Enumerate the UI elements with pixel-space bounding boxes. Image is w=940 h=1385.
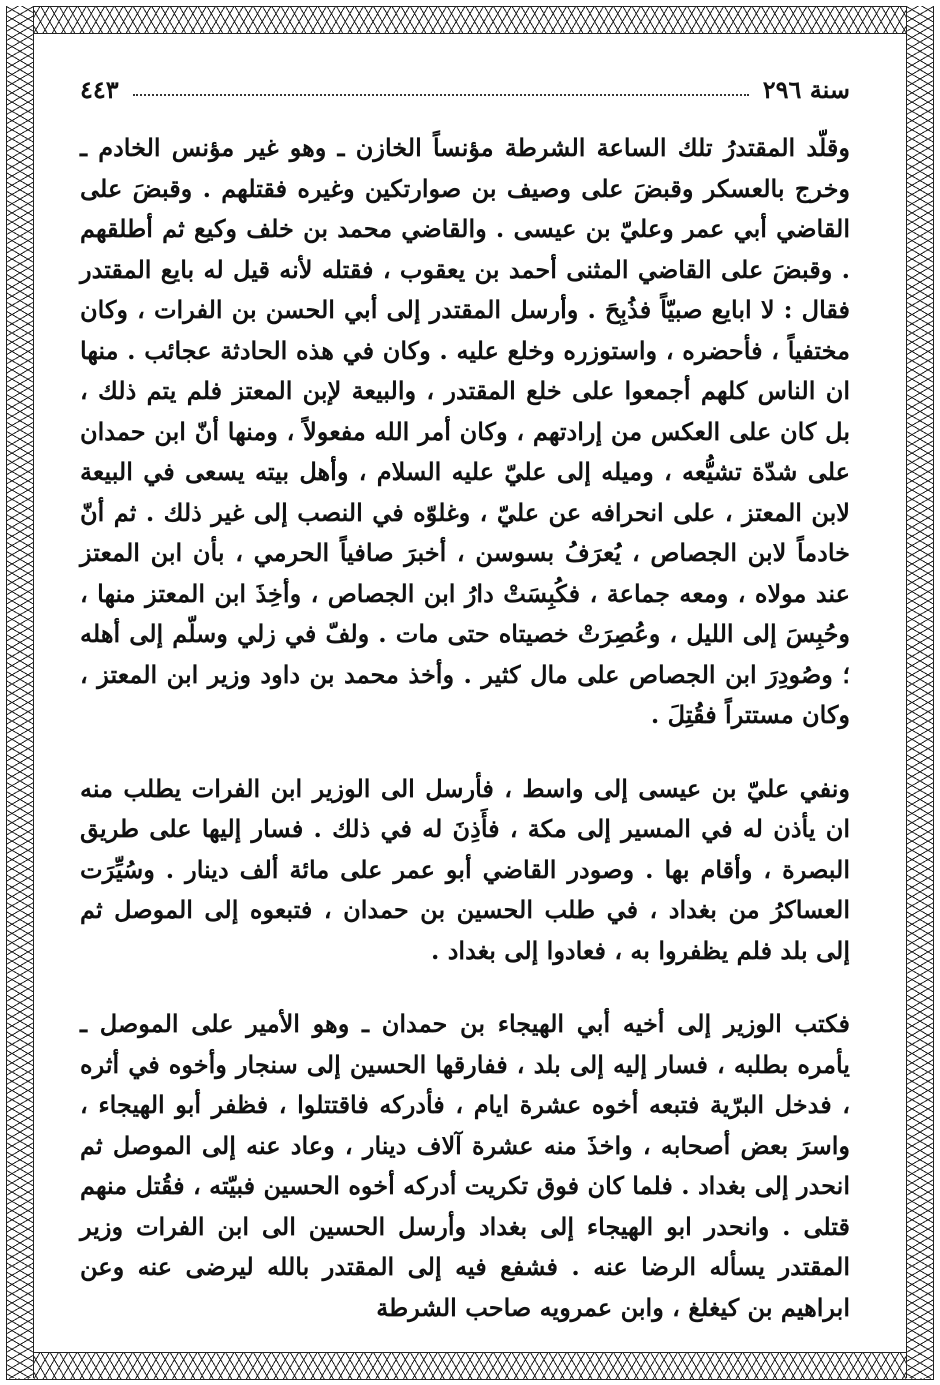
year-label: سنة ٢٩٦ xyxy=(762,75,850,104)
ornamental-border-right xyxy=(906,6,934,1378)
dotted-leader xyxy=(133,94,749,96)
page-number: ٤٤٣ xyxy=(80,75,119,104)
paragraph-2: ونفي عليّ بن عيسى إلى واسط ، فأرسل الى الوزير ابن الفرات يطلب منه ان يأذن له في المسير إلى مكة ، فأَذِنَ له في ذلك . فسار إليها على طريق البصرة ، وأقام بها . وصودر القاضي أبو عمر على مائة ألف دينار . وسُيِّرَت العساكرُ من بغداد ، في طلب الحسين بن حمدان ، فتبعوه إلى الموصل ثم إلى بلد فلم يظفروا به ، فعادوا إلى بغداد . xyxy=(80,773,851,965)
paragraph-1: وقلّد المقتدرُ تلك الساعة الشرطة مؤنساً الخازن ـ وهو غير مؤنس الخادم ـ وخرج بالعسكر وقبضَ على وصيف بن صوارتكين وغيره فقتلهم . وقبضَ على القاضي أبي عمر وعليّ بن عيسى . والقاضي محمد بن خلف وكيع ثم أطلقهم . وقبضَ على القاضي المثنى أحمد بن يعقوب ، فقتله لأنه قيل له بايع المقتدر فقال : لا ابايع صبيّاً فذُبِحَ . وأرسل المقتدر إلى أبي الحسن بن الفرات ، وكان مختفياً ، فأحضره ، واستوزره وخلع عليه . وكان في هذه الحادثة عجائب . منها ان الناس كلهم أجمعوا على خلع المقتدر ، والبيعة لإبن المعتز فلم يتم ذلك ، بل كان على العكس من إرادتهم ، وكان أمر الله مفعولاً ، ومنها أنّ ابن حمدان على شدّة تشيُّعه ، وميله إلى عليّ عليه السلام ، وأهل بيته يسعى في البيعة لابن المعتز ، على انحرافه عن عليّ ، وغلوّه في النصب إلى غير ذلك . ثم أنّ خادماً لابن الجصاص ، يُعرَفُ بسوسن ، أخبرَ صافياً الحرمي ، بأن ابن المعتز عند مولاه ، ومعه جماعة ، فكُبِسَتْ دارُ ابن الجصاص ، وأخِذَ ابن المعتز منها ، وحُبِسَ إلى الليل ، وعُصِرَتْ خصيتاه حتى مات . ولفّ في زلي وسلّم إلى أهله ؛ وصُودِرَ ابن الجصاص على مال كثير . وأخذ محمد بن داود وزير ابن المعتز ، وكان مستتراً فقُتِلَ . xyxy=(80,133,851,729)
ornamental-border-left xyxy=(6,6,34,1378)
ornamental-border-bottom xyxy=(6,1352,934,1380)
running-header xyxy=(80,70,850,104)
page-content xyxy=(80,70,850,1328)
paragraph-3: فكتب الوزير إلى أخيه أبي الهيجاء بن حمدان ـ وهو الأمير على الموصل ـ يأمره بطلبه ، فسار إليه إلى بلد ، ففارقها الحسين إلى سنجار وأخوه في أثره ، فدخل البرّية فتبعه أخوه عشرة ايام ، فأدركه فاقتتلوا ، فظفر أبو الهيجاء ، واسرَ بعض أصحابه ، واخذَ منه عشرة آلاف دينار ، وعاد عنه إلى الموصل ثم انحدر إلى بغداد . فلما كان فوق تكريت أدركه أخوه الحسين فبيّته ، فقُتل منهم قتلى . وانحدر ابو الهيجاء إلى بغداد وأرسل الحسين الى ابن الفرات وزير المقتدر يسأله الرضا عنه . فشفع فيه إلى المقتدر بالله ليرضى عنه وعن ابراهيم بن كيغلغ ، وابن عمرويه صاحب الشرطة xyxy=(80,1009,850,1322)
ornamental-border-top xyxy=(6,6,934,34)
